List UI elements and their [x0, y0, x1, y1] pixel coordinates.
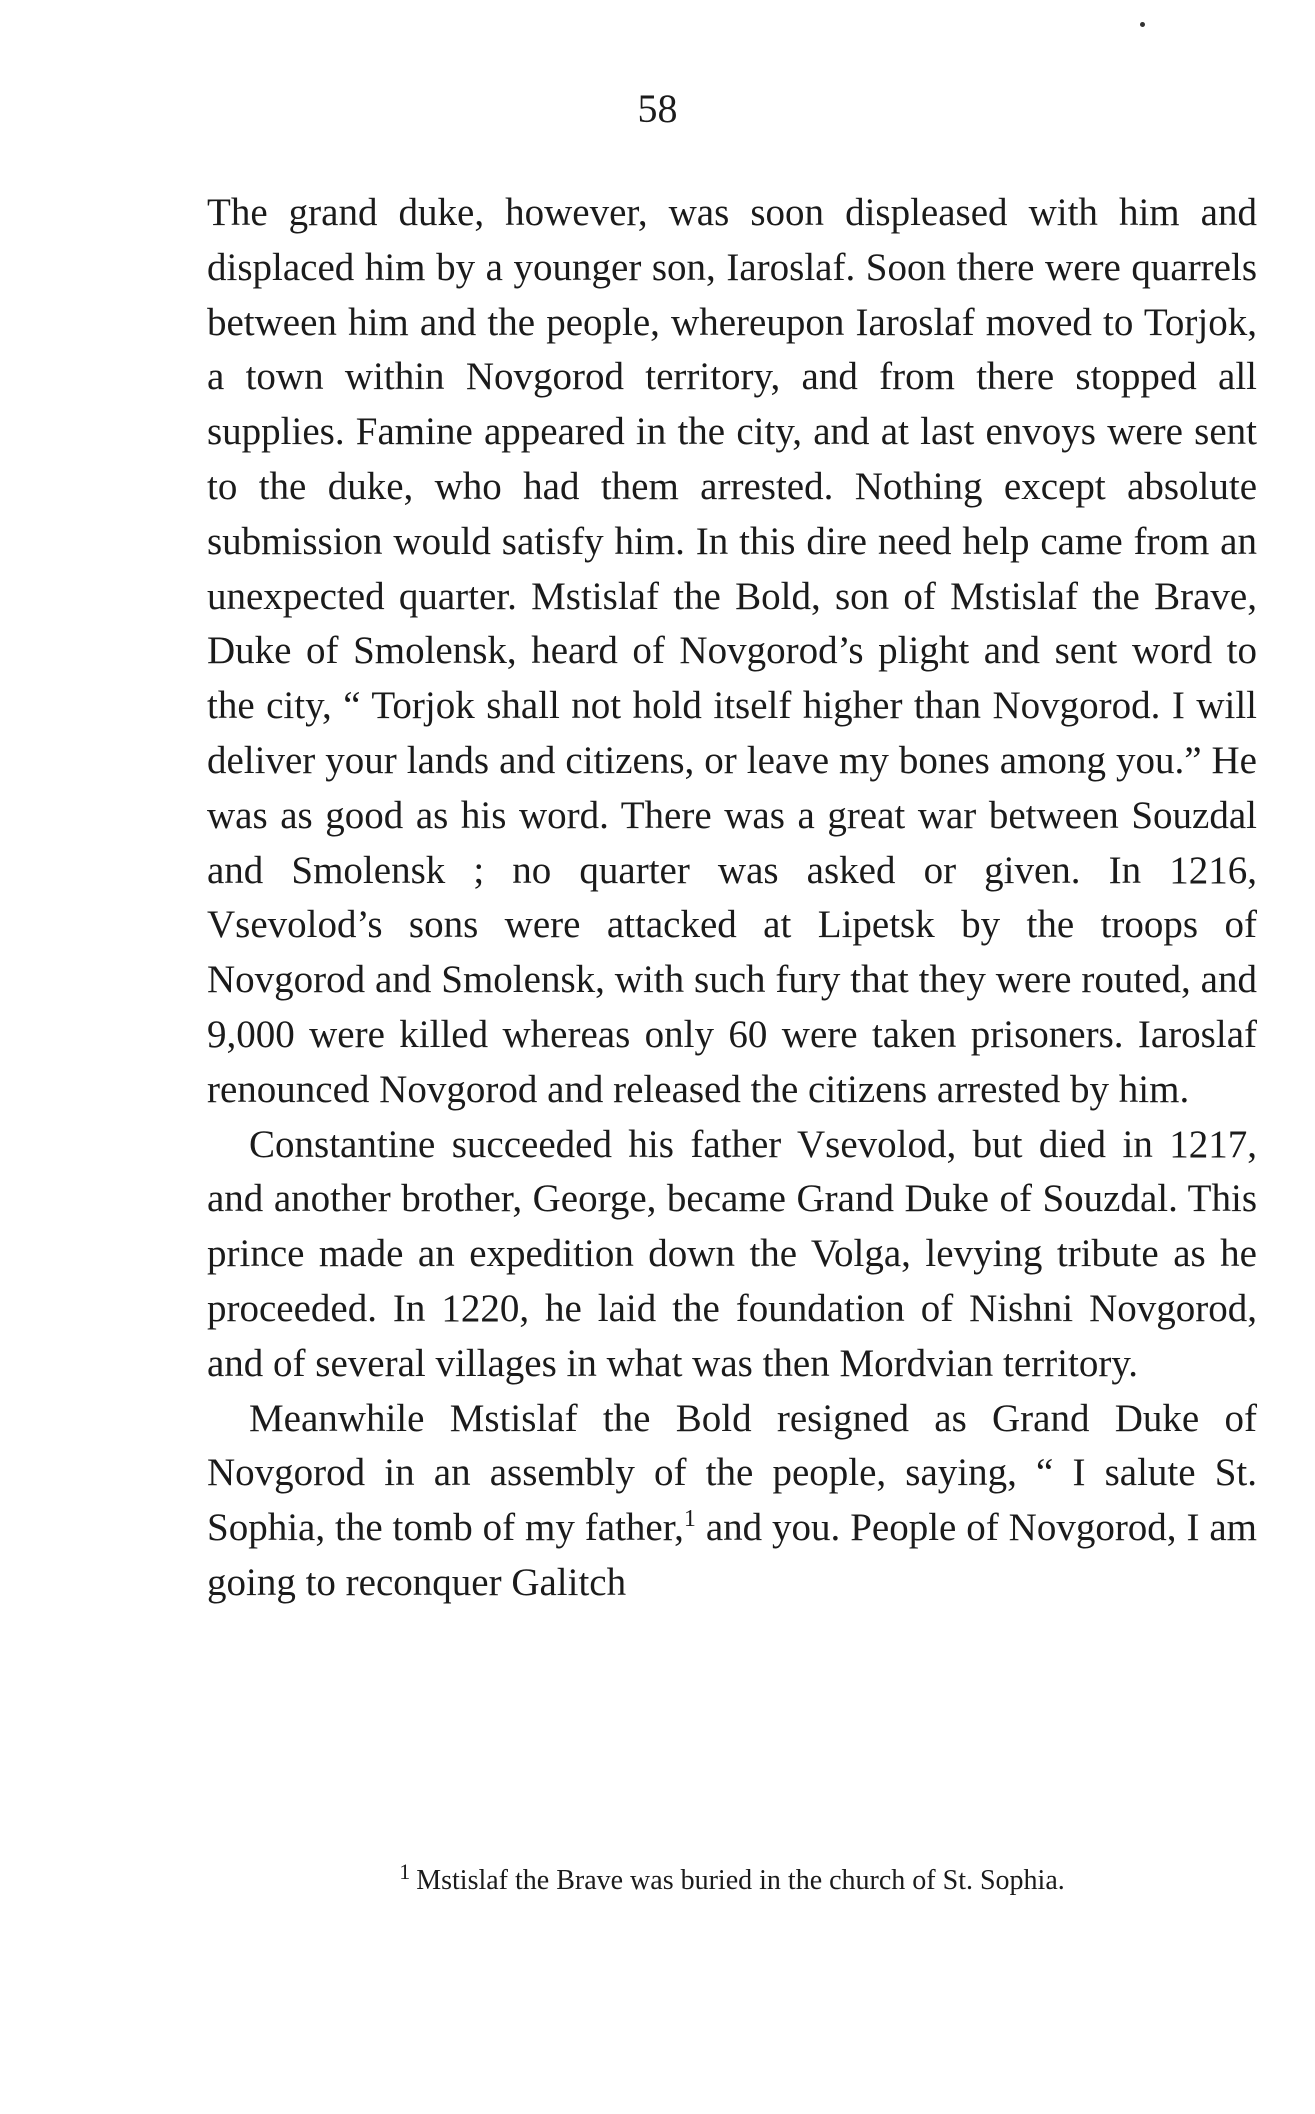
paragraph-1: The grand duke, however, was soon displeased with him and displaced him by a younger son, Iaroslaf. Soon there were quarrels between him and the people, whereupon Iaroslaf moved to Torjok, a town within Novgorod territory, and from there stopped all supplies. Famine appeared in the city, and at last envoys were sent to the duke, who had them arrested. Nothing except absolute submission would satisfy him. In this dire need help came from an unexpected quarter. Mstislaf the Bold, son of Mstislaf the Brave, Duke of Smolensk, heard of Novgorod’s plight and sent word to the city, “ Torjok shall not hold itself higher than Novgorod. I will deliver your lands and citizens, or leave my bones among you.” He was as good as his word. There was a great war between Souzdal and Smolensk ; no quarter was asked or given. In 1216, Vsevolod’s sons were attacked at Lipetsk by the troops of Novgorod and Smolensk, with such fury that they were routed, and 9,000 were killed whereas only 60 were taken prisoners. Iaroslaf renounced Novgorod and released the citizens arrested by him.	[207, 191, 1257, 1111]
paragraph-3-text-before: Meanwhile Mstislaf the Bold resigned as Grand Duke of Novgorod in an assembly of the people, saying, “ I salute St. Sophia, the tomb of my father,	[207, 1396, 1257, 1550]
paragraph-3-text-after: and you. People of Novgorod, I am going to reconquer Galitch	[207, 1506, 1258, 1604]
ink-speck	[1140, 22, 1145, 27]
footnote	[207, 1859, 1257, 1899]
footnote-reference: 1	[683, 1506, 696, 1533]
page-number: 58	[637, 86, 678, 131]
footnote-text: Mstislaf the Brave was buried in the church of St. Sophia.	[416, 1865, 1065, 1896]
paragraph-2: Constantine succeeded his father Vsevolod, but died in 1217, and another brother, George, became Grand Duke of Souzdal. This prince made an expedition down the Volga, levying tribute as he proceeded. In 1220, he laid the foundation of Nishni Novgorod, and of several villages in what was then Mordvian territory.	[207, 1122, 1257, 1385]
footnote-mark: 1	[399, 1859, 411, 1884]
body-text	[207, 186, 1257, 1611]
paragraph-3	[207, 1392, 1257, 1611]
